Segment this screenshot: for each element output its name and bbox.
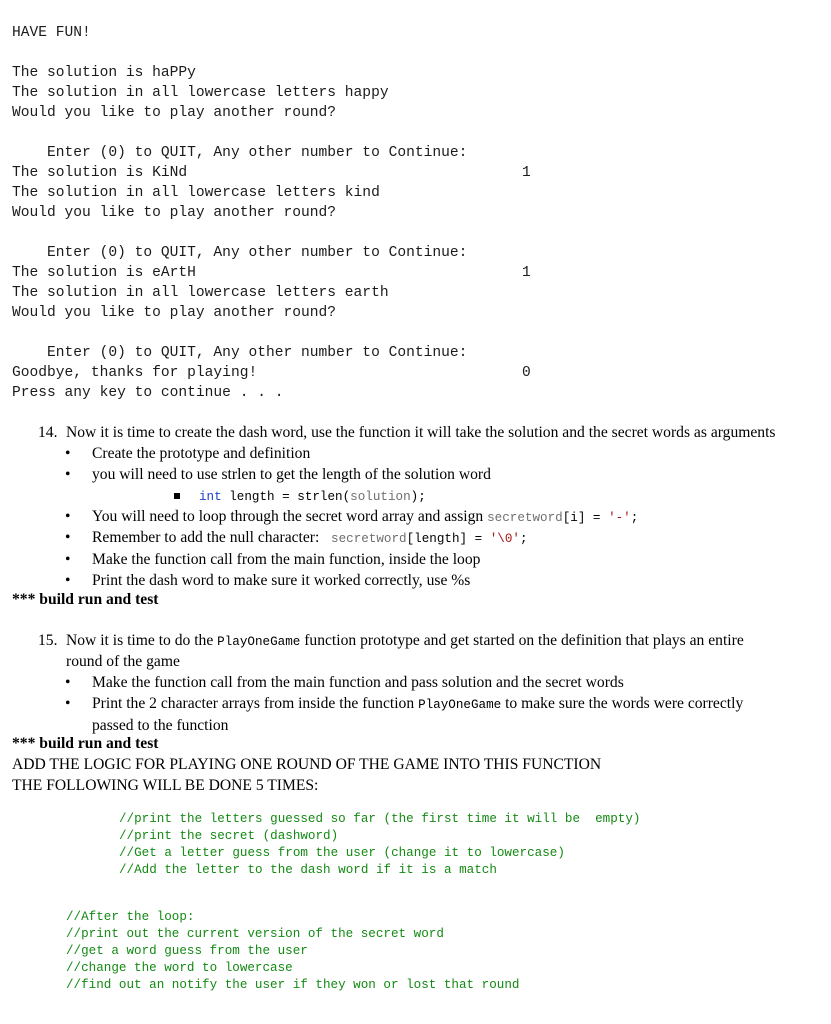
- comment-line: //After the loop:: [66, 910, 195, 924]
- step-15-bullet-2: • Print the 2 character arrays from inside the function PlayOneGame to make sure the words were correctly passed to the function: [65, 694, 744, 734]
- step-14-bullet-1: • Create the prototype and definition: [65, 445, 311, 462]
- round3-answer: 0: [522, 365, 531, 381]
- caps-instruction-2: THE FOLLOWING WILL BE DONE 5 TIMES:: [12, 777, 319, 794]
- comment-line: //Get a letter guess from the user (change it to lowercase): [119, 846, 565, 860]
- step-15-number: 15.: [38, 632, 58, 649]
- round2-lowercase: The solution in all lowercase letters kind: [12, 185, 380, 201]
- step-14-bullet-5: • Make the function call from the main function, inside the loop: [65, 551, 481, 569]
- step-14-bullet-4: • Remember to add the null character: secretword[length] = '\0';: [65, 529, 528, 547]
- comment-line: //get a word guess from the user: [66, 944, 308, 958]
- round2-question: Would you like to play another round?: [12, 205, 337, 221]
- round2-prompt: Enter (0) to QUIT, Any other number to Continue:: [47, 245, 468, 261]
- round3-solution: The solution is eArtH: [12, 265, 196, 281]
- press-key-message: Press any key to continue . . .: [12, 385, 284, 401]
- strlen-code: int length = strlen(solution);: [199, 489, 426, 504]
- round3-prompt: Enter (0) to QUIT, Any other number to Continue:: [47, 345, 468, 361]
- round2-answer: 1: [522, 265, 531, 281]
- round1-lowercase: The solution in all lowercase letters happy: [12, 85, 389, 101]
- step-14-bullets: [65, 444, 825, 592]
- step-15-build: *** build run and test: [12, 735, 159, 752]
- comment-line: //change the word to lowercase: [66, 961, 293, 975]
- comment-line: //find out an notify the user if they won or lost that round: [66, 978, 520, 992]
- round1-solution: The solution is haPPy: [12, 65, 196, 81]
- console-heading: HAVE FUN!: [12, 25, 91, 41]
- step-14-bullet-3: • You will need to loop through the secret word array and assign secretword[i] = '-';: [65, 507, 639, 525]
- step-15-text: Now it is time to do the PlayOneGame function prototype and get started on the definition that plays an entire: [66, 632, 744, 649]
- comment-line: //Add the letter to the dash word if it is a match: [119, 863, 497, 877]
- comment-line: //print the secret (dashword): [119, 829, 339, 843]
- round1-prompt: Enter (0) to QUIT, Any other number to Continue:: [47, 145, 468, 161]
- step-14-build: *** build run and test: [12, 591, 159, 608]
- goodbye-message: Goodbye, thanks for playing!: [12, 365, 258, 381]
- caps-instruction-1: ADD THE LOGIC FOR PLAYING ONE ROUND OF THE GAME INTO THIS FUNCTION: [12, 756, 602, 773]
- step-15-bullets: [65, 673, 825, 736]
- square-bullet-icon: [174, 493, 180, 499]
- step-14-number: 14.: [38, 424, 58, 441]
- comment-line: //print out the current version of the secret word: [66, 927, 444, 941]
- round2-solution: The solution is KiNd: [12, 165, 188, 181]
- round3-lowercase: The solution in all lowercase letters earth: [12, 285, 389, 301]
- round3-question: Would you like to play another round?: [12, 305, 337, 321]
- step-14-bullet-6: • Print the dash word to make sure it worked correctly, use %s: [65, 571, 471, 589]
- step-14-bullet-2: • you will need to use strlen to get the length of the solution word: [65, 465, 491, 483]
- comment-line: //print the letters guessed so far (the first time it will be empty): [119, 812, 641, 826]
- step-14-text: Now it is time to create the dash word, use the function it will take the solution and the secret words as arguments: [66, 424, 776, 441]
- step-14-subbullet: [65, 486, 825, 507]
- round1-question: Would you like to play another round?: [12, 105, 337, 121]
- round1-answer: 1: [522, 165, 531, 181]
- step-15-text-line2: round of the game: [66, 653, 180, 670]
- step-15-bullet-1: • Make the function call from the main function and pass solution and the secret words: [65, 674, 624, 691]
- console-output: [12, 23, 822, 403]
